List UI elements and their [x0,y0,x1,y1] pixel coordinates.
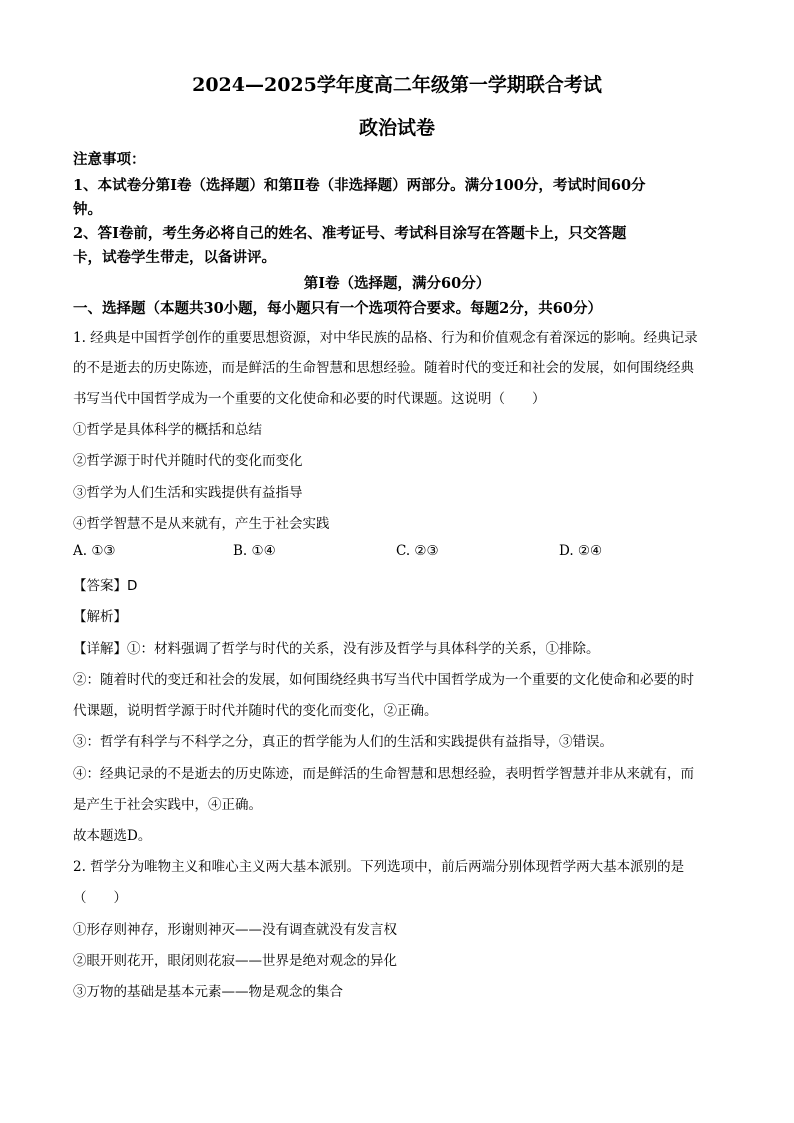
section-title: 第Ⅰ卷（选择题，满分60分） [303,275,491,292]
q1-statement-4: ④哲学智慧不是从来就有，产生于社会实践 [73,516,330,532]
notice-item-2-cont: 卡，试卷学生带走，以备讲评。 [73,249,276,266]
q1-answer: 【答案】D [73,578,138,594]
q1-detail-4: ④：经典记录的不是逝去的历史陈迹，而是鲜活的生命智慧和思想经验，表明哲学智慧并非从来就有，而 [73,766,694,782]
q1-option-c: C. ②③ [396,543,439,559]
q1-option-a: A. ①③ [73,543,116,559]
notice-item-1-cont: 钟。 [73,201,102,218]
part-heading: 一、选择题（本题共30小题，每小题只有一个选项符合要求。每题2分，共60分） [73,300,602,317]
notice-item-1: 1、本试卷分第Ⅰ卷（选择题）和第Ⅱ卷（非选择题）两部分。满分100分，考试时间60分 [73,177,646,194]
notice-item-2: 2、答Ⅰ卷前，考生务必将自己的姓名、准考证号、考试科目涂写在答题卡上，只交答题 [73,225,627,242]
q1-statement-1: ①哲学是具体科学的概括和总结 [73,422,262,438]
q1-detail-2: ②：随着时代的变迁和社会的发展，如何围绕经典书写当代中国哲学成为一个重要的文化使命和必要的时 [73,672,694,688]
q1-detail-4-cont: 是产生于社会实践中，④正确。 [73,797,262,813]
q1-analysis-label: 【解析】 [73,609,127,625]
q2-stem-line-2: （ ） [73,890,127,906]
q1-detail-3: ③：哲学有科学与不科学之分，真正的哲学能为人们的生活和实践提供有益指导，③错误。 [73,734,613,750]
q1-option-b: B. ①④ [233,543,276,559]
exam-title: 2024—2025学年度高二年级第一学期联合考试 [192,74,602,96]
q1-conclusion: 故本题选D。 [73,828,152,844]
q1-stem-line-1: 1. 经典是中国哲学创作的重要思想资源，对中华民族的品格、行为和价值观念有着深远的影响。经典记录 [73,330,698,346]
q1-detail-2-cont: 代课题，说明哲学源于时代并随时代的变化而变化，②正确。 [73,703,438,719]
q2-statement-3: ③万物的基础是基本元素——物是观念的集合 [73,984,343,1000]
q1-option-d: D. ②④ [559,543,603,559]
q1-statement-3: ③哲学为人们生活和实践提供有益指导 [73,485,303,501]
notice-heading: 注意事项： [73,151,146,168]
q1-statement-2: ②哲学源于时代并随时代的变化而变化 [73,453,303,469]
q2-statement-2: ②眼开则花开，眼闭则花寂——世界是绝对观念的异化 [73,953,397,969]
q2-statement-1: ①形存则神存，形谢则神灭——没有调查就没有发言权 [73,922,397,938]
q2-stem-line-1: 2. 哲学分为唯物主义和唯心主义两大基本派别。下列选项中，前后两端分别体现哲学两大基本派别的是 [73,859,685,875]
q1-stem-line-3: 书写当代中国哲学成为一个重要的文化使命和必要的时代课题。这说明（ ） [73,391,546,407]
q1-detail-1: 【详解】①：材料强调了哲学与时代的关系，没有涉及哲学与具体科学的关系，①排除。 [73,641,600,657]
q1-stem-line-2: 的不是逝去的历史陈迹，而是鲜活的生命智慧和思想经验。随着时代的变迁和社会的发展，如何围绕经典 [73,360,694,376]
exam-subject: 政治试卷 [358,117,435,139]
